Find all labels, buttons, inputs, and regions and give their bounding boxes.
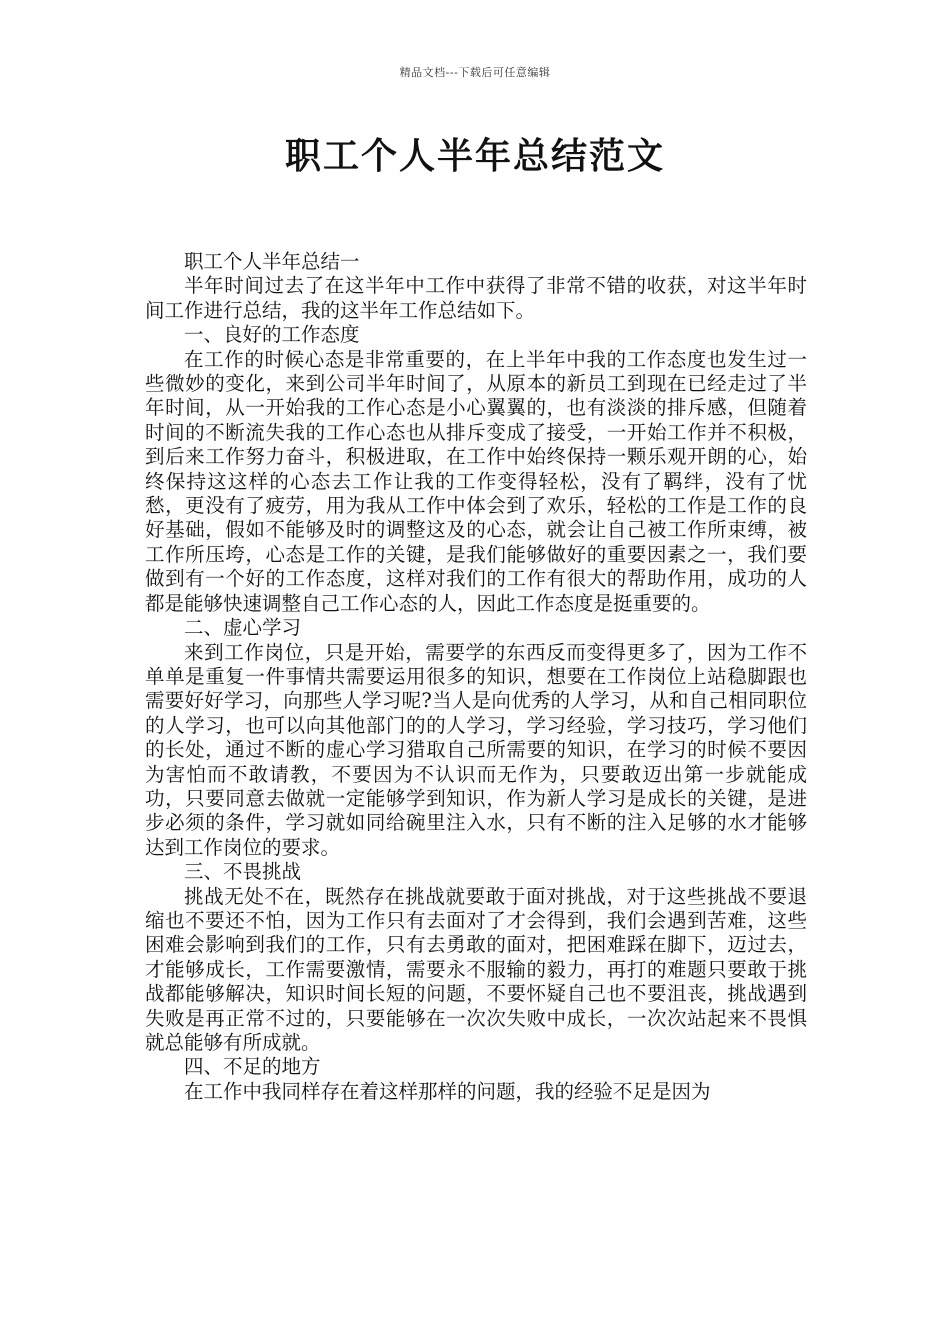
document-title: 职工个人半年总结范文 (284, 136, 665, 177)
section-heading-challenge: 三、不畏挑战 (184, 860, 302, 884)
section-heading-attitude: 一、良好的工作态度 (184, 323, 360, 347)
section-heading-shortcomings: 四、不足的地方 (184, 1055, 321, 1079)
shortcomings-paragraph: 在工作中我同样存在着这样那样的问题，我的经验不足是因为 (184, 1079, 711, 1103)
document-body (145, 250, 807, 1104)
intro-paragraph: 半年时间过去了在这半年中工作中获得了非常不错的收获，对这半年时间工作进行总结，我的这半年工作总结如下。 (145, 274, 807, 322)
section-heading-learning: 二、虚心学习 (184, 616, 302, 640)
header-note: 精品文档---下载后可任意编辑 (399, 66, 551, 79)
attitude-paragraph: 在工作的时候心态是非常重要的，在上半年中我的工作态度也发生过一些微妙的变化，来到公司半年时间了，从原本的新员工到现在已经走过了半年时间，从一开始我的工作心态是小心翼翼的，也有淡淡的排斥感，但随着时间的不断流失我的工作心态也从排斥变成了接受，一开始工作并不积极，到后来工作努力奋斗，积极进取，在工作中始终保持一颗乐观开朗的心，始终保持这这样的心态去工作让我的工作变得轻松，没有了羁绊，没有了忧愁，更没有了疲劳，用为我从工作中体会到了欢乐，轻松的工作是工作的良好基础，假如不能够及时的调整这及的心态，就会让自己被工作所束缚，被工作所压垮，心态是工作的关键，是我们能够做好的重要因素之一，我们要做到有一个好的工作态度，这样对我们的工作有很大的帮助作用，成功的人都是能够快速调整自己工作心态的人，因此工作态度是挺重要的。 (145, 347, 807, 615)
section-heading-summary-one: 职工个人半年总结一 (184, 250, 360, 273)
challenge-paragraph: 挑战无处不在，既然存在挑战就要敢于面对挑战，对于这些挑战不要退缩也不要还不怕，因为工作只有去面对了才会得到，我们会遇到苦难，这些困难会影响到我们的工作，只有去勇敢的面对，把困难踩在脚下，迈过去，才能够成长，工作需要激情，需要永不服输的毅力，再打的难题只要敢于挑战都能够解决，知识时间长短的问题，不要怀疑自己也不要沮丧，挑战遇到失败是再正常不过的，只要能够在一次次失败中成长，一次次站起来不畏惧就总能够有所成就。 (145, 884, 807, 1054)
learning-paragraph: 来到工作岗位，只是开始，需要学的东西反而变得更多了，因为工作不单单是重复一件事情共需要运用很多的知识，想要在工作岗位上站稳脚跟也需要好好学习，向那些人学习呢?当人是向优秀的人学习，从和自己相同职位的人学习，也可以向其他部门的的人学习，学习经验，学习技巧，学习他们的长处，通过不断的虚心学习猎取自己所需要的知识，在学习的时候不要因为害怕而不敢请教，不要因为不认识而无作为，只要敢迈出第一步就能成功，只要同意去做就一定能够学到知识，作为新人学习是成长的关键，是进步必须的条件，学习就如同给碗里注入水，只有不断的注入足够的水才能够达到工作岗位的要求。 (145, 640, 807, 859)
